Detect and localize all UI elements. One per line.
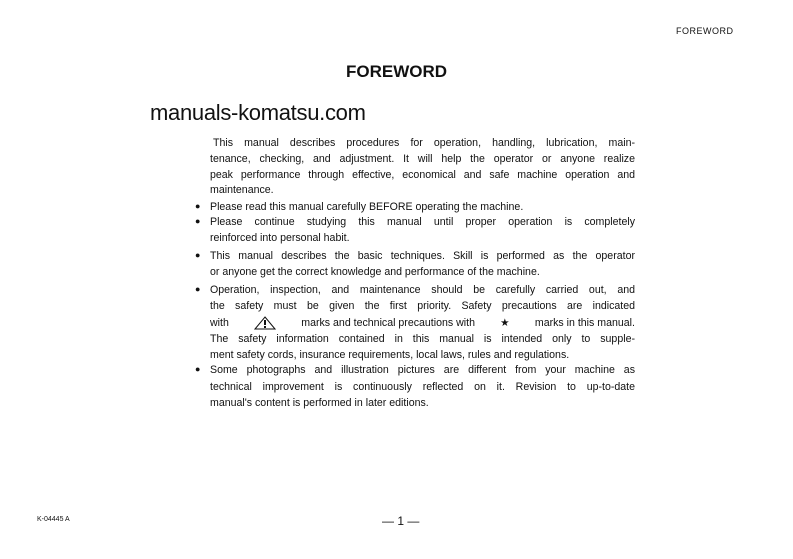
bullet-line: The safety information contained in this manual is intended only to supple- [210, 333, 635, 345]
intro-line: tenance, checking, and adjustment. It will help the operator or anyone realize [210, 153, 635, 165]
safety-marks-line [210, 316, 635, 330]
document-code: K-04445 A [37, 516, 70, 523]
bullet-line: Operation, inspection, and maintenance should be carefully carried out, and [210, 284, 635, 296]
bullet-line: Some photographs and illustration pictures are different from your machine as [210, 364, 635, 376]
intro-line: maintenance. [210, 184, 274, 196]
marks-text-middle: marks and technical precautions with [301, 316, 475, 329]
bullet-line: ment safety cords, insurance requirements, local laws, rules and regulations. [210, 349, 570, 361]
bullet-line: the safety must be given the first priority. Safety precautions are indicated [210, 300, 635, 312]
star-icon: ★ [500, 316, 510, 329]
bullet-icon: ● [195, 364, 201, 374]
running-header: FOREWORD [676, 26, 734, 36]
bullet-line: manual's content is performed in later editions. [210, 397, 429, 409]
bullet-icon: ● [195, 250, 201, 260]
marks-text-after: marks in this manual. [534, 316, 635, 329]
marks-text-before: with [210, 316, 229, 329]
bullet-icon: ● [195, 216, 201, 226]
warning-triangle-icon [254, 316, 276, 330]
bullet-line: Please continue studying this manual until proper operation is completely [210, 216, 635, 228]
bullet-icon: ● [195, 284, 201, 294]
bullet-line: This manual describes the basic techniques. Skill is performed as the operator [210, 250, 635, 262]
intro-line: peak performance through effective, economical and safe machine operation and [210, 169, 635, 181]
page-title: FOREWORD [345, 62, 448, 81]
watermark[interactable]: manuals-komatsu.com [150, 100, 366, 125]
bullet-line: reinforced into personal habit. [210, 232, 350, 244]
intro-line: This manual describes procedures for operation, handling, lubrication, main- [213, 137, 635, 149]
page-number: — 1 — [382, 514, 420, 528]
bullet-line: or anyone get the correct knowledge and performance of the machine. [210, 266, 540, 278]
bullet-line: Please read this manual carefully BEFORE operating the machine. [210, 201, 524, 213]
bullet-line: technical improvement is continuously reflected on it. Revision to up-to-date [210, 381, 635, 393]
bullet-icon: ● [195, 201, 201, 211]
